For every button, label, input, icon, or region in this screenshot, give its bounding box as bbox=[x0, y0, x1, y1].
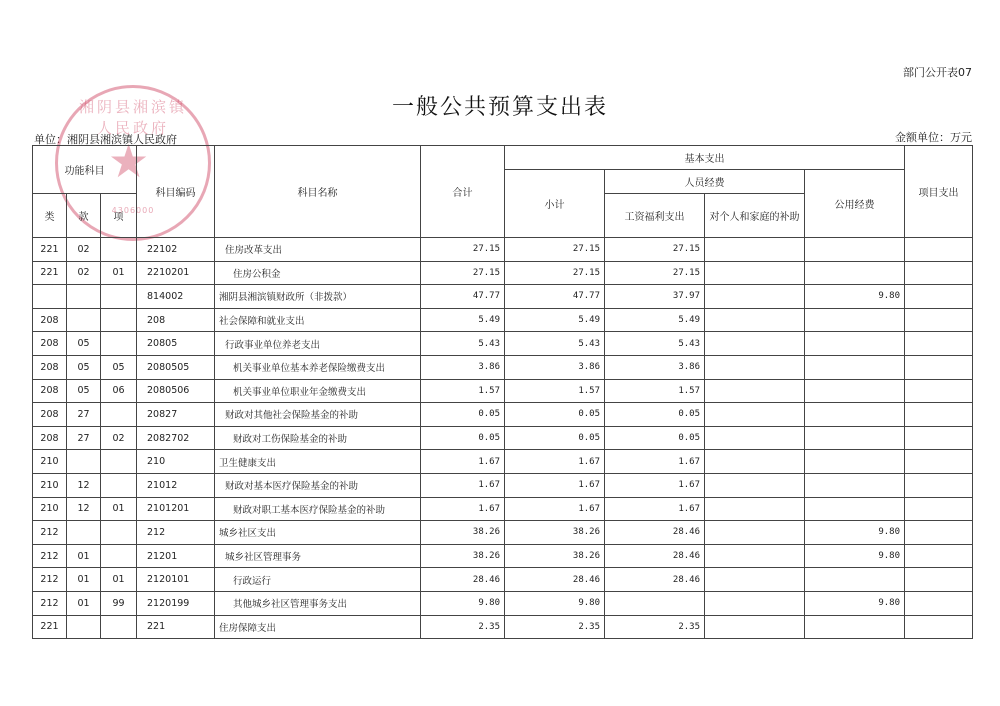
total-header: 合计 bbox=[421, 146, 505, 238]
subsidy-cell bbox=[705, 285, 805, 309]
subtotal-cell: 27.15 bbox=[505, 261, 605, 285]
subsidy-cell bbox=[705, 379, 805, 403]
table-row bbox=[33, 497, 973, 521]
name-cell: 城乡社区管理事务 bbox=[215, 544, 421, 568]
subsidy-cell bbox=[705, 238, 805, 262]
kuan-cell: 01 bbox=[67, 568, 101, 592]
lei-cell: 208 bbox=[33, 355, 67, 379]
subtotal-cell: 1.57 bbox=[505, 379, 605, 403]
name-cell: 财政对职工基本医疗保险基金的补助 bbox=[215, 497, 421, 521]
lei-cell: 212 bbox=[33, 521, 67, 545]
seal-star-icon: ★ bbox=[108, 134, 150, 188]
table-row bbox=[33, 521, 973, 545]
subtotal-cell: 1.67 bbox=[505, 473, 605, 497]
total-cell: 5.49 bbox=[421, 308, 505, 332]
salary-cell: 5.43 bbox=[605, 332, 705, 356]
xiang-cell bbox=[101, 615, 137, 639]
project-expenditure-header: 项目支出 bbox=[905, 146, 973, 238]
salary-cell: 28.46 bbox=[605, 568, 705, 592]
code-cell: 208 bbox=[137, 308, 215, 332]
lei-cell bbox=[33, 285, 67, 309]
functional-subject-header: 功能科目 bbox=[33, 146, 137, 194]
name-cell: 机关事业单位职业年金缴费支出 bbox=[215, 379, 421, 403]
kuan-cell bbox=[67, 308, 101, 332]
salary-cell: 1.67 bbox=[605, 497, 705, 521]
public-cell bbox=[805, 332, 905, 356]
salary-cell: 1.67 bbox=[605, 473, 705, 497]
subsidy-cell bbox=[705, 308, 805, 332]
kuan-header: 款 bbox=[67, 194, 101, 238]
table-row bbox=[33, 426, 973, 450]
public-cell bbox=[805, 450, 905, 474]
name-cell: 行政事业单位养老支出 bbox=[215, 332, 421, 356]
total-cell: 0.05 bbox=[421, 403, 505, 427]
code-cell: 2210201 bbox=[137, 261, 215, 285]
table-row bbox=[33, 355, 973, 379]
project-cell bbox=[905, 355, 973, 379]
name-cell: 住房保障支出 bbox=[215, 615, 421, 639]
salary-cell: 27.15 bbox=[605, 238, 705, 262]
code-cell: 21012 bbox=[137, 473, 215, 497]
salary-cell: 0.05 bbox=[605, 403, 705, 427]
public-expense-header: 公用经费 bbox=[805, 170, 905, 238]
total-cell: 1.57 bbox=[421, 379, 505, 403]
public-cell bbox=[805, 568, 905, 592]
public-cell bbox=[805, 615, 905, 639]
xiang-cell: 01 bbox=[101, 568, 137, 592]
name-cell: 湘阴县湘滨镇财政所（非拨款） bbox=[215, 285, 421, 309]
total-cell: 9.80 bbox=[421, 591, 505, 615]
lei-cell: 208 bbox=[33, 379, 67, 403]
name-cell: 财政对其他社会保险基金的补助 bbox=[215, 403, 421, 427]
code-cell: 22102 bbox=[137, 238, 215, 262]
kuan-cell bbox=[67, 521, 101, 545]
household-subsidy-header: 对个人和家庭的补助 bbox=[705, 194, 805, 238]
subtotal-cell: 1.67 bbox=[505, 450, 605, 474]
subsidy-cell bbox=[705, 261, 805, 285]
name-cell: 其他城乡社区管理事务支出 bbox=[215, 591, 421, 615]
amount-unit-label: 金额单位：万元 bbox=[895, 131, 972, 144]
public-cell bbox=[805, 473, 905, 497]
name-cell: 财政对工伤保险基金的补助 bbox=[215, 426, 421, 450]
xiang-cell bbox=[101, 238, 137, 262]
public-cell bbox=[805, 379, 905, 403]
table-row bbox=[33, 591, 973, 615]
lei-cell: 221 bbox=[33, 615, 67, 639]
subsidy-cell bbox=[705, 544, 805, 568]
code-cell: 2101201 bbox=[137, 497, 215, 521]
subtotal-cell: 38.26 bbox=[505, 544, 605, 568]
project-cell bbox=[905, 615, 973, 639]
subsidy-cell bbox=[705, 332, 805, 356]
xiang-cell bbox=[101, 521, 137, 545]
xiang-cell bbox=[101, 403, 137, 427]
budget-table-body bbox=[33, 238, 973, 639]
lei-cell: 212 bbox=[33, 591, 67, 615]
subsidy-cell bbox=[705, 450, 805, 474]
total-cell: 38.26 bbox=[421, 521, 505, 545]
kuan-cell: 02 bbox=[67, 238, 101, 262]
lei-cell: 210 bbox=[33, 497, 67, 521]
project-cell bbox=[905, 473, 973, 497]
project-cell bbox=[905, 544, 973, 568]
subtotal-cell: 27.15 bbox=[505, 238, 605, 262]
code-cell: 212 bbox=[137, 521, 215, 545]
subsidy-cell bbox=[705, 497, 805, 521]
seal-ring-text: 湘阴县湘滨镇人民政府 bbox=[78, 98, 187, 137]
salary-cell: 5.49 bbox=[605, 308, 705, 332]
basic-expenditure-header: 基本支出 bbox=[505, 146, 905, 170]
kuan-cell: 27 bbox=[67, 403, 101, 427]
project-cell bbox=[905, 521, 973, 545]
subtotal-header: 小计 bbox=[505, 170, 605, 238]
subtotal-cell: 2.35 bbox=[505, 615, 605, 639]
subsidy-cell bbox=[705, 403, 805, 427]
project-cell bbox=[905, 450, 973, 474]
salary-cell bbox=[605, 591, 705, 615]
public-cell: 9.80 bbox=[805, 591, 905, 615]
subtotal-cell: 1.67 bbox=[505, 497, 605, 521]
salary-cell: 3.86 bbox=[605, 355, 705, 379]
subtotal-cell: 28.46 bbox=[505, 568, 605, 592]
table-row bbox=[33, 403, 973, 427]
xiang-cell bbox=[101, 473, 137, 497]
code-cell: 2082702 bbox=[137, 426, 215, 450]
name-cell: 行政运行 bbox=[215, 568, 421, 592]
code-cell: 20805 bbox=[137, 332, 215, 356]
salary-cell: 2.35 bbox=[605, 615, 705, 639]
xiang-cell bbox=[101, 544, 137, 568]
subtotal-cell: 3.86 bbox=[505, 355, 605, 379]
project-cell bbox=[905, 261, 973, 285]
lei-cell: 210 bbox=[33, 473, 67, 497]
lei-cell: 221 bbox=[33, 238, 67, 262]
lei-cell: 208 bbox=[33, 308, 67, 332]
total-cell: 38.26 bbox=[421, 544, 505, 568]
salary-cell: 37.97 bbox=[605, 285, 705, 309]
total-cell: 47.77 bbox=[421, 285, 505, 309]
table-row bbox=[33, 261, 973, 285]
project-cell bbox=[905, 285, 973, 309]
project-cell bbox=[905, 379, 973, 403]
kuan-cell: 12 bbox=[67, 473, 101, 497]
xiang-cell: 01 bbox=[101, 261, 137, 285]
public-cell bbox=[805, 497, 905, 521]
total-cell: 27.15 bbox=[421, 261, 505, 285]
lei-cell: 208 bbox=[33, 403, 67, 427]
kuan-cell bbox=[67, 450, 101, 474]
lei-cell: 212 bbox=[33, 544, 67, 568]
salary-cell: 28.46 bbox=[605, 544, 705, 568]
public-cell: 9.80 bbox=[805, 521, 905, 545]
code-cell: 2120101 bbox=[137, 568, 215, 592]
salary-cell: 1.57 bbox=[605, 379, 705, 403]
form-number: 部门公开表07 bbox=[903, 66, 972, 79]
subtotal-cell: 0.05 bbox=[505, 426, 605, 450]
project-cell bbox=[905, 238, 973, 262]
personnel-expense-header: 人员经费 bbox=[605, 170, 805, 194]
kuan-cell: 01 bbox=[67, 591, 101, 615]
table-row bbox=[33, 615, 973, 639]
salary-welfare-header: 工资福利支出 bbox=[605, 194, 705, 238]
xiang-cell bbox=[101, 308, 137, 332]
lei-cell: 210 bbox=[33, 450, 67, 474]
table-row bbox=[33, 285, 973, 309]
total-cell: 2.35 bbox=[421, 615, 505, 639]
code-cell: 221 bbox=[137, 615, 215, 639]
public-cell bbox=[805, 261, 905, 285]
subtotal-cell: 5.43 bbox=[505, 332, 605, 356]
project-cell bbox=[905, 308, 973, 332]
table-row bbox=[33, 379, 973, 403]
table-row bbox=[33, 308, 973, 332]
public-cell bbox=[805, 426, 905, 450]
xiang-cell: 02 bbox=[101, 426, 137, 450]
subtotal-cell: 5.49 bbox=[505, 308, 605, 332]
subtotal-cell: 9.80 bbox=[505, 591, 605, 615]
xiang-cell bbox=[101, 332, 137, 356]
lei-cell: 208 bbox=[33, 332, 67, 356]
total-cell: 5.43 bbox=[421, 332, 505, 356]
table-row bbox=[33, 544, 973, 568]
lei-header: 类 bbox=[33, 194, 67, 238]
page-title: 一般公共预算支出表 bbox=[391, 95, 608, 120]
table-row bbox=[33, 332, 973, 356]
subsidy-cell bbox=[705, 355, 805, 379]
code-cell: 210 bbox=[137, 450, 215, 474]
name-cell: 住房改革支出 bbox=[215, 238, 421, 262]
subtotal-cell: 47.77 bbox=[505, 285, 605, 309]
project-cell bbox=[905, 591, 973, 615]
seal-number: 4306000 bbox=[111, 206, 155, 215]
lei-cell: 208 bbox=[33, 426, 67, 450]
kuan-cell: 05 bbox=[67, 332, 101, 356]
code-cell: 814002 bbox=[137, 285, 215, 309]
subsidy-cell bbox=[705, 591, 805, 615]
subsidy-cell bbox=[705, 426, 805, 450]
table-row bbox=[33, 450, 973, 474]
public-cell bbox=[805, 403, 905, 427]
lei-cell: 212 bbox=[33, 568, 67, 592]
code-cell: 2120199 bbox=[137, 591, 215, 615]
kuan-cell bbox=[67, 285, 101, 309]
public-cell: 9.80 bbox=[805, 285, 905, 309]
name-cell: 机关事业单位基本养老保险缴费支出 bbox=[215, 355, 421, 379]
public-cell: 9.80 bbox=[805, 544, 905, 568]
project-cell bbox=[905, 332, 973, 356]
unit-label: 单位：湘阴县湘滨镇人民政府 bbox=[34, 133, 177, 146]
kuan-cell: 01 bbox=[67, 544, 101, 568]
code-cell: 2080506 bbox=[137, 379, 215, 403]
public-cell bbox=[805, 308, 905, 332]
project-cell bbox=[905, 568, 973, 592]
subsidy-cell bbox=[705, 473, 805, 497]
subsidy-cell bbox=[705, 521, 805, 545]
project-cell bbox=[905, 403, 973, 427]
public-cell bbox=[805, 238, 905, 262]
xiang-cell: 99 bbox=[101, 591, 137, 615]
subtotal-cell: 0.05 bbox=[505, 403, 605, 427]
code-cell: 21201 bbox=[137, 544, 215, 568]
budget-table bbox=[32, 145, 973, 639]
kuan-cell: 05 bbox=[67, 355, 101, 379]
xiang-cell bbox=[101, 450, 137, 474]
subject-code-header: 科目编码 bbox=[137, 146, 215, 238]
kuan-cell bbox=[67, 615, 101, 639]
subject-name-header: 科目名称 bbox=[215, 146, 421, 238]
xiang-cell bbox=[101, 285, 137, 309]
total-cell: 3.86 bbox=[421, 355, 505, 379]
xiang-cell: 01 bbox=[101, 497, 137, 521]
xiang-cell: 05 bbox=[101, 355, 137, 379]
name-cell: 社会保障和就业支出 bbox=[215, 308, 421, 332]
subsidy-cell bbox=[705, 615, 805, 639]
project-cell bbox=[905, 426, 973, 450]
xiang-cell: 06 bbox=[101, 379, 137, 403]
salary-cell: 27.15 bbox=[605, 261, 705, 285]
name-cell: 财政对基本医疗保险基金的补助 bbox=[215, 473, 421, 497]
code-cell: 20827 bbox=[137, 403, 215, 427]
kuan-cell: 02 bbox=[67, 261, 101, 285]
name-cell: 城乡社区支出 bbox=[215, 521, 421, 545]
salary-cell: 1.67 bbox=[605, 450, 705, 474]
name-cell: 卫生健康支出 bbox=[215, 450, 421, 474]
project-cell bbox=[905, 497, 973, 521]
total-cell: 27.15 bbox=[421, 238, 505, 262]
total-cell: 1.67 bbox=[421, 473, 505, 497]
kuan-cell: 12 bbox=[67, 497, 101, 521]
subsidy-cell bbox=[705, 568, 805, 592]
name-cell: 住房公积金 bbox=[215, 261, 421, 285]
subtotal-cell: 38.26 bbox=[505, 521, 605, 545]
salary-cell: 28.46 bbox=[605, 521, 705, 545]
code-cell: 2080505 bbox=[137, 355, 215, 379]
total-cell: 28.46 bbox=[421, 568, 505, 592]
lei-cell: 221 bbox=[33, 261, 67, 285]
table-row bbox=[33, 473, 973, 497]
xiang-header: 项 bbox=[101, 194, 137, 238]
total-cell: 1.67 bbox=[421, 497, 505, 521]
kuan-cell: 27 bbox=[67, 426, 101, 450]
kuan-cell: 05 bbox=[67, 379, 101, 403]
table-row bbox=[33, 238, 973, 262]
salary-cell: 0.05 bbox=[605, 426, 705, 450]
total-cell: 1.67 bbox=[421, 450, 505, 474]
table-row bbox=[33, 568, 973, 592]
public-cell bbox=[805, 355, 905, 379]
total-cell: 0.05 bbox=[421, 426, 505, 450]
